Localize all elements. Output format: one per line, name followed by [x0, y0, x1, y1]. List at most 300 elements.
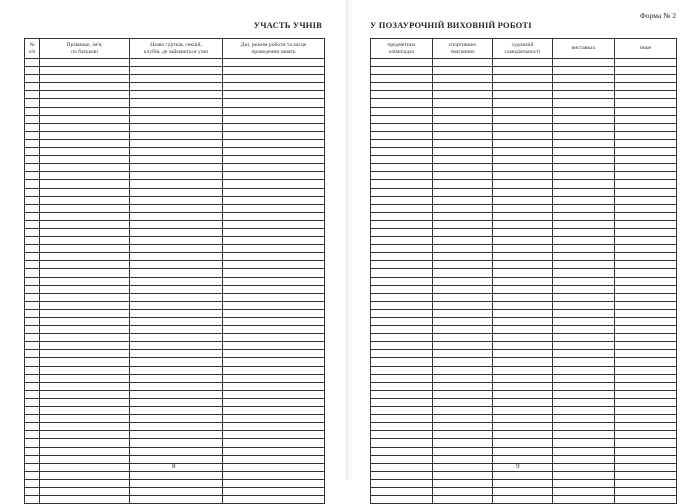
table-cell[interactable]	[433, 212, 493, 220]
table-cell[interactable]	[371, 59, 433, 67]
table-cell[interactable]	[433, 326, 493, 334]
table-cell[interactable]	[615, 301, 677, 309]
table-cell[interactable]	[40, 148, 130, 156]
table-cell[interactable]	[553, 293, 615, 301]
table-cell[interactable]	[493, 293, 553, 301]
table-cell[interactable]	[433, 180, 493, 188]
table-cell[interactable]	[371, 326, 433, 334]
table-cell[interactable]	[25, 269, 40, 277]
table-cell[interactable]	[25, 318, 40, 326]
table-cell[interactable]	[371, 431, 433, 439]
table-cell[interactable]	[25, 496, 40, 504]
table-cell[interactable]	[40, 447, 130, 455]
table-cell[interactable]	[130, 261, 223, 269]
table-cell[interactable]	[130, 487, 223, 495]
table-cell[interactable]	[553, 496, 615, 504]
table-cell[interactable]	[130, 196, 223, 204]
table-cell[interactable]	[493, 439, 553, 447]
table-cell[interactable]	[493, 471, 553, 479]
table-cell[interactable]	[433, 188, 493, 196]
table-cell[interactable]	[433, 91, 493, 99]
table-cell[interactable]	[433, 455, 493, 463]
table-cell[interactable]	[615, 237, 677, 245]
table-cell[interactable]	[493, 374, 553, 382]
table-cell[interactable]	[223, 487, 325, 495]
table-cell[interactable]	[25, 326, 40, 334]
table-cell[interactable]	[40, 123, 130, 131]
table-cell[interactable]	[553, 67, 615, 75]
table-cell[interactable]	[40, 487, 130, 495]
table-cell[interactable]	[223, 91, 325, 99]
table-cell[interactable]	[130, 479, 223, 487]
table-cell[interactable]	[553, 148, 615, 156]
table-cell[interactable]	[40, 326, 130, 334]
table-cell[interactable]	[25, 390, 40, 398]
table-cell[interactable]	[25, 139, 40, 147]
table-cell[interactable]	[553, 374, 615, 382]
table-cell[interactable]	[433, 269, 493, 277]
table-cell[interactable]	[433, 366, 493, 374]
table-cell[interactable]	[40, 309, 130, 317]
table-cell[interactable]	[493, 75, 553, 83]
table-cell[interactable]	[40, 220, 130, 228]
table-cell[interactable]	[25, 293, 40, 301]
table-cell[interactable]	[40, 455, 130, 463]
table-cell[interactable]	[553, 107, 615, 115]
table-cell[interactable]	[25, 67, 40, 75]
table-cell[interactable]	[433, 479, 493, 487]
table-cell[interactable]	[553, 99, 615, 107]
table-cell[interactable]	[223, 382, 325, 390]
table-cell[interactable]	[25, 261, 40, 269]
table-cell[interactable]	[25, 439, 40, 447]
table-cell[interactable]	[371, 204, 433, 212]
table-cell[interactable]	[433, 115, 493, 123]
table-cell[interactable]	[40, 358, 130, 366]
table-cell[interactable]	[40, 188, 130, 196]
table-cell[interactable]	[223, 253, 325, 261]
table-cell[interactable]	[371, 463, 433, 471]
table-cell[interactable]	[223, 180, 325, 188]
table-cell[interactable]	[371, 99, 433, 107]
table-cell[interactable]	[371, 293, 433, 301]
table-cell[interactable]	[493, 390, 553, 398]
table-cell[interactable]	[493, 261, 553, 269]
table-cell[interactable]	[25, 156, 40, 164]
table-cell[interactable]	[615, 164, 677, 172]
table-cell[interactable]	[553, 487, 615, 495]
table-cell[interactable]	[223, 99, 325, 107]
table-cell[interactable]	[130, 123, 223, 131]
table-cell[interactable]	[493, 326, 553, 334]
table-cell[interactable]	[433, 156, 493, 164]
table-cell[interactable]	[223, 496, 325, 504]
table-cell[interactable]	[615, 115, 677, 123]
table-cell[interactable]	[25, 220, 40, 228]
table-cell[interactable]	[223, 83, 325, 91]
table-cell[interactable]	[433, 245, 493, 253]
table-cell[interactable]	[615, 220, 677, 228]
table-cell[interactable]	[493, 91, 553, 99]
table-cell[interactable]	[40, 115, 130, 123]
table-cell[interactable]	[553, 123, 615, 131]
table-cell[interactable]	[223, 439, 325, 447]
table-cell[interactable]	[40, 431, 130, 439]
table-cell[interactable]	[433, 382, 493, 390]
table-cell[interactable]	[553, 326, 615, 334]
table-cell[interactable]	[371, 164, 433, 172]
table-cell[interactable]	[223, 350, 325, 358]
table-cell[interactable]	[130, 204, 223, 212]
table-cell[interactable]	[371, 423, 433, 431]
table-cell[interactable]	[433, 318, 493, 326]
table-cell[interactable]	[223, 59, 325, 67]
table-cell[interactable]	[493, 407, 553, 415]
table-cell[interactable]	[371, 107, 433, 115]
table-cell[interactable]	[130, 67, 223, 75]
table-cell[interactable]	[25, 75, 40, 83]
table-cell[interactable]	[493, 220, 553, 228]
table-cell[interactable]	[371, 269, 433, 277]
table-cell[interactable]	[371, 398, 433, 406]
table-cell[interactable]	[615, 479, 677, 487]
table-cell[interactable]	[40, 228, 130, 236]
table-cell[interactable]	[130, 107, 223, 115]
table-cell[interactable]	[615, 496, 677, 504]
table-cell[interactable]	[223, 139, 325, 147]
table-cell[interactable]	[615, 188, 677, 196]
table-cell[interactable]	[433, 358, 493, 366]
table-cell[interactable]	[130, 350, 223, 358]
table-cell[interactable]	[615, 285, 677, 293]
table-cell[interactable]	[223, 115, 325, 123]
table-cell[interactable]	[130, 423, 223, 431]
table-cell[interactable]	[40, 75, 130, 83]
table-cell[interactable]	[433, 301, 493, 309]
table-cell[interactable]	[433, 423, 493, 431]
table-cell[interactable]	[615, 261, 677, 269]
table-cell[interactable]	[433, 277, 493, 285]
table-cell[interactable]	[25, 123, 40, 131]
table-cell[interactable]	[433, 261, 493, 269]
table-cell[interactable]	[25, 407, 40, 415]
table-cell[interactable]	[223, 447, 325, 455]
table-cell[interactable]	[130, 390, 223, 398]
table-cell[interactable]	[615, 374, 677, 382]
table-cell[interactable]	[130, 245, 223, 253]
table-cell[interactable]	[433, 107, 493, 115]
table-cell[interactable]	[433, 407, 493, 415]
table-cell[interactable]	[25, 285, 40, 293]
table-cell[interactable]	[130, 285, 223, 293]
table-cell[interactable]	[615, 107, 677, 115]
table-cell[interactable]	[371, 245, 433, 253]
table-cell[interactable]	[615, 148, 677, 156]
table-cell[interactable]	[553, 245, 615, 253]
table-cell[interactable]	[130, 398, 223, 406]
table-cell[interactable]	[40, 131, 130, 139]
table-cell[interactable]	[553, 447, 615, 455]
table-cell[interactable]	[371, 390, 433, 398]
table-cell[interactable]	[223, 204, 325, 212]
table-cell[interactable]	[130, 415, 223, 423]
table-cell[interactable]	[371, 415, 433, 423]
table-cell[interactable]	[223, 131, 325, 139]
table-cell[interactable]	[553, 423, 615, 431]
table-cell[interactable]	[40, 196, 130, 204]
table-cell[interactable]	[493, 237, 553, 245]
table-cell[interactable]	[371, 228, 433, 236]
table-cell[interactable]	[615, 342, 677, 350]
table-cell[interactable]	[493, 172, 553, 180]
table-cell[interactable]	[25, 99, 40, 107]
table-cell[interactable]	[371, 148, 433, 156]
table-cell[interactable]	[493, 382, 553, 390]
table-cell[interactable]	[371, 309, 433, 317]
table-cell[interactable]	[493, 496, 553, 504]
table-cell[interactable]	[553, 398, 615, 406]
table-cell[interactable]	[433, 415, 493, 423]
table-cell[interactable]	[371, 172, 433, 180]
table-cell[interactable]	[40, 91, 130, 99]
table-cell[interactable]	[493, 269, 553, 277]
table-cell[interactable]	[493, 188, 553, 196]
table-cell[interactable]	[25, 212, 40, 220]
table-cell[interactable]	[40, 471, 130, 479]
table-cell[interactable]	[433, 471, 493, 479]
table-cell[interactable]	[371, 123, 433, 131]
table-cell[interactable]	[130, 180, 223, 188]
table-cell[interactable]	[130, 99, 223, 107]
table-cell[interactable]	[493, 423, 553, 431]
table-cell[interactable]	[433, 350, 493, 358]
table-cell[interactable]	[130, 277, 223, 285]
table-cell[interactable]	[25, 204, 40, 212]
table-cell[interactable]	[493, 148, 553, 156]
table-cell[interactable]	[553, 204, 615, 212]
table-cell[interactable]	[615, 423, 677, 431]
table-cell[interactable]	[223, 196, 325, 204]
table-cell[interactable]	[493, 59, 553, 67]
table-cell[interactable]	[40, 366, 130, 374]
table-cell[interactable]	[223, 172, 325, 180]
table-cell[interactable]	[433, 228, 493, 236]
table-cell[interactable]	[130, 382, 223, 390]
table-cell[interactable]	[433, 390, 493, 398]
table-cell[interactable]	[553, 334, 615, 342]
table-cell[interactable]	[130, 156, 223, 164]
table-cell[interactable]	[130, 91, 223, 99]
table-cell[interactable]	[553, 139, 615, 147]
table-cell[interactable]	[615, 277, 677, 285]
table-cell[interactable]	[25, 423, 40, 431]
table-cell[interactable]	[615, 382, 677, 390]
table-cell[interactable]	[40, 156, 130, 164]
table-cell[interactable]	[615, 196, 677, 204]
table-cell[interactable]	[493, 180, 553, 188]
table-cell[interactable]	[553, 309, 615, 317]
table-cell[interactable]	[433, 59, 493, 67]
table-cell[interactable]	[25, 479, 40, 487]
table-cell[interactable]	[25, 415, 40, 423]
table-cell[interactable]	[25, 382, 40, 390]
table-cell[interactable]	[40, 407, 130, 415]
table-cell[interactable]	[223, 334, 325, 342]
table-cell[interactable]	[25, 334, 40, 342]
table-cell[interactable]	[553, 382, 615, 390]
table-cell[interactable]	[371, 220, 433, 228]
table-cell[interactable]	[25, 148, 40, 156]
table-cell[interactable]	[25, 350, 40, 358]
table-cell[interactable]	[371, 91, 433, 99]
table-cell[interactable]	[130, 293, 223, 301]
table-cell[interactable]	[493, 131, 553, 139]
table-cell[interactable]	[493, 99, 553, 107]
table-cell[interactable]	[371, 67, 433, 75]
table-cell[interactable]	[553, 164, 615, 172]
table-cell[interactable]	[371, 180, 433, 188]
table-cell[interactable]	[40, 293, 130, 301]
table-cell[interactable]	[615, 350, 677, 358]
table-cell[interactable]	[40, 253, 130, 261]
table-cell[interactable]	[615, 415, 677, 423]
table-cell[interactable]	[371, 237, 433, 245]
table-cell[interactable]	[493, 107, 553, 115]
table-cell[interactable]	[371, 318, 433, 326]
table-cell[interactable]	[615, 180, 677, 188]
table-cell[interactable]	[553, 358, 615, 366]
table-cell[interactable]	[25, 463, 40, 471]
table-cell[interactable]	[25, 83, 40, 91]
table-cell[interactable]	[40, 67, 130, 75]
table-cell[interactable]	[223, 309, 325, 317]
table-cell[interactable]	[130, 342, 223, 350]
table-cell[interactable]	[553, 439, 615, 447]
table-cell[interactable]	[615, 398, 677, 406]
table-cell[interactable]	[615, 131, 677, 139]
table-cell[interactable]	[493, 342, 553, 350]
table-cell[interactable]	[615, 91, 677, 99]
table-cell[interactable]	[371, 374, 433, 382]
table-cell[interactable]	[433, 431, 493, 439]
table-cell[interactable]	[40, 180, 130, 188]
table-cell[interactable]	[433, 253, 493, 261]
table-cell[interactable]	[371, 83, 433, 91]
table-cell[interactable]	[371, 487, 433, 495]
table-cell[interactable]	[130, 228, 223, 236]
table-cell[interactable]	[40, 390, 130, 398]
table-cell[interactable]	[615, 139, 677, 147]
table-cell[interactable]	[553, 431, 615, 439]
table-cell[interactable]	[615, 172, 677, 180]
table-cell[interactable]	[433, 398, 493, 406]
table-cell[interactable]	[553, 228, 615, 236]
table-cell[interactable]	[223, 301, 325, 309]
table-cell[interactable]	[433, 220, 493, 228]
table-cell[interactable]	[553, 180, 615, 188]
table-cell[interactable]	[553, 115, 615, 123]
table-cell[interactable]	[371, 285, 433, 293]
table-cell[interactable]	[553, 172, 615, 180]
table-cell[interactable]	[223, 228, 325, 236]
table-cell[interactable]	[223, 463, 325, 471]
table-cell[interactable]	[615, 59, 677, 67]
table-cell[interactable]	[553, 212, 615, 220]
table-cell[interactable]	[40, 107, 130, 115]
table-cell[interactable]	[223, 318, 325, 326]
table-cell[interactable]	[433, 237, 493, 245]
table-cell[interactable]	[25, 59, 40, 67]
table-cell[interactable]	[25, 487, 40, 495]
table-cell[interactable]	[433, 487, 493, 495]
table-cell[interactable]	[40, 439, 130, 447]
table-cell[interactable]	[223, 358, 325, 366]
table-cell[interactable]	[493, 479, 553, 487]
table-cell[interactable]	[553, 75, 615, 83]
table-cell[interactable]	[553, 479, 615, 487]
table-cell[interactable]	[493, 301, 553, 309]
table-cell[interactable]	[371, 75, 433, 83]
table-cell[interactable]	[553, 188, 615, 196]
table-cell[interactable]	[433, 123, 493, 131]
table-cell[interactable]	[40, 423, 130, 431]
table-cell[interactable]	[615, 67, 677, 75]
table-cell[interactable]	[553, 156, 615, 164]
table-cell[interactable]	[223, 407, 325, 415]
table-cell[interactable]	[433, 342, 493, 350]
table-cell[interactable]	[40, 318, 130, 326]
table-cell[interactable]	[25, 196, 40, 204]
table-cell[interactable]	[615, 245, 677, 253]
table-cell[interactable]	[433, 131, 493, 139]
table-cell[interactable]	[615, 334, 677, 342]
table-cell[interactable]	[223, 107, 325, 115]
table-cell[interactable]	[130, 212, 223, 220]
table-cell[interactable]	[493, 447, 553, 455]
table-cell[interactable]	[553, 261, 615, 269]
table-cell[interactable]	[223, 67, 325, 75]
table-cell[interactable]	[25, 301, 40, 309]
table-cell[interactable]	[223, 293, 325, 301]
table-cell[interactable]	[130, 164, 223, 172]
table-cell[interactable]	[40, 172, 130, 180]
table-cell[interactable]	[553, 455, 615, 463]
table-cell[interactable]	[223, 245, 325, 253]
table-cell[interactable]	[223, 342, 325, 350]
table-cell[interactable]	[433, 463, 493, 471]
table-cell[interactable]	[40, 212, 130, 220]
table-cell[interactable]	[40, 479, 130, 487]
table-cell[interactable]	[40, 204, 130, 212]
table-cell[interactable]	[553, 366, 615, 374]
table-cell[interactable]	[130, 309, 223, 317]
table-cell[interactable]	[371, 342, 433, 350]
table-cell[interactable]	[40, 59, 130, 67]
table-cell[interactable]	[223, 156, 325, 164]
table-cell[interactable]	[615, 318, 677, 326]
table-cell[interactable]	[433, 439, 493, 447]
table-cell[interactable]	[371, 196, 433, 204]
table-cell[interactable]	[493, 83, 553, 91]
table-cell[interactable]	[493, 204, 553, 212]
table-cell[interactable]	[130, 253, 223, 261]
table-cell[interactable]	[25, 180, 40, 188]
table-cell[interactable]	[130, 75, 223, 83]
table-cell[interactable]	[223, 164, 325, 172]
table-cell[interactable]	[371, 455, 433, 463]
table-cell[interactable]	[371, 115, 433, 123]
table-cell[interactable]	[25, 107, 40, 115]
